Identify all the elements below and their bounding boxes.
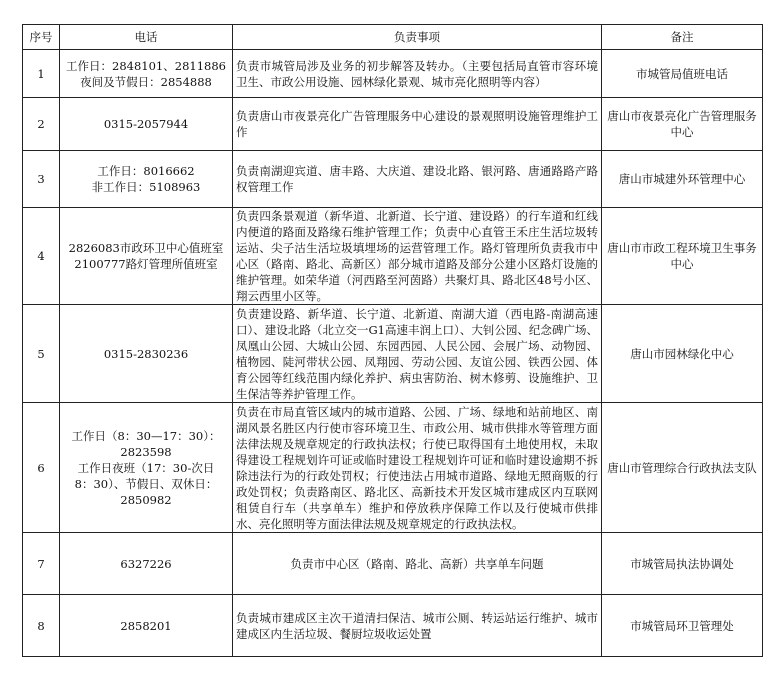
row-number: 7 (23, 533, 60, 595)
phone-line: 2850982 (120, 492, 172, 507)
row-phone (60, 533, 233, 595)
phone-line: 工作日（8：30—17：30）： (71, 428, 221, 443)
phone-line: 非工作日：5108963 (91, 180, 201, 194)
header-remark: 备注 (602, 25, 763, 50)
row-remark: 市城管局值班电话 (602, 50, 763, 98)
row-remark: 市城管局执法协调处 (602, 533, 763, 595)
table-row (23, 533, 763, 595)
row-duty: 负责南湖迎宾道、唐丰路、大庆道、建设北路、银河路、唐通路路产路权管理工作 (233, 151, 602, 208)
row-remark: 市城管局环卫管理处 (602, 595, 763, 657)
header-no: 序号 (23, 25, 60, 50)
contact-table (22, 24, 763, 657)
row-number: 1 (23, 50, 60, 98)
phone-line: 8：30）、节假日、双休日： (74, 476, 218, 491)
row-phone (60, 151, 233, 208)
table-row (23, 595, 763, 657)
row-remark: 唐山市夜景亮化广告管理服务中心 (602, 98, 763, 151)
row-duty: 负责唐山市夜景亮化广告管理服务中心建设的景观照明设施管理维护工作 (233, 98, 602, 151)
header-phone: 电话 (60, 25, 233, 50)
row-number: 5 (23, 305, 60, 403)
table-row (23, 403, 763, 533)
row-remark: 唐山市管理综合行政执法支队 (602, 403, 763, 533)
phone-line: 2858201 (120, 618, 172, 633)
phone-line: 工作日夜班（17：30-次日 (77, 460, 215, 475)
row-remark: 唐山市园林绿化中心 (602, 305, 763, 403)
phone-line: 夜间及节假日：2854888 (80, 74, 212, 89)
phone-line: 2100777路灯管理所值班室 (74, 257, 218, 271)
row-phone (60, 305, 233, 403)
row-number: 3 (23, 151, 60, 208)
header-duty: 负责事项 (233, 25, 602, 50)
row-phone (60, 98, 233, 151)
row-duty: 负责市城管局涉及业务的初步解答及转办。（主要包括局直管市容环境卫生、市政公用设施、园林绿化景观、城市亮化照明等内容） (233, 50, 602, 98)
phone-line: 0315-2830236 (103, 346, 189, 361)
row-number: 8 (23, 595, 60, 657)
row-duty: 负责建设路、新华道、长宁道、北新道、南湖大道（西电路-南湖高速口）、建设北路（北立交一G1高速丰润上口）、大钊公园、纪念碑广场、凤凰山公园、大城山公园、东园西园、人民公园、会展广场、动物园、植物园、陡河带状公园、凤翔园、劳动公园、友谊公园、铁西公园、体育公园等红线范围内绿化养护、病虫害防治、树木修剪、设施维护、卫生保洁等养护管理工作。 (233, 305, 602, 403)
phone-line: 2826083市政环卫中心值班室 (68, 241, 224, 255)
table-row (23, 208, 763, 305)
row-duty: 负责市中心区（路南、路北、高新）共享单车问题 (233, 533, 602, 595)
table-header-row (23, 25, 763, 50)
row-phone (60, 50, 233, 98)
row-duty: 负责四条景观道（新华道、北新道、长宁道、建设路）的行车道和红线内便道的路面及路缘石维护管理工作；负责中心直管王禾庄生活垃圾转运站、尖子沽生活垃圾填埋场的运营管理工作。路灯管理所负责我市中心区（路南、路北、高新区）部分城市道路及部分公建小区路灯设施的维护管理。如荣华道（河西路至河茵路）共聚灯具、路北区48号小区、翔云西里小区等。 (233, 208, 602, 305)
row-number: 6 (23, 403, 60, 533)
row-remark: 唐山市市政工程环境卫生事务中心 (602, 208, 763, 305)
phone-line: 工作日：2848101、2811886 (66, 58, 226, 73)
table-row (23, 305, 763, 403)
row-number: 4 (23, 208, 60, 305)
row-phone (60, 403, 233, 533)
phone-line: 0315-2057944 (103, 117, 189, 131)
row-duty: 负责城市建成区主次干道清扫保洁、城市公厕、转运站运行维护、城市建成区内生活垃圾、餐厨垃圾收运处置 (233, 595, 602, 657)
table-row (23, 98, 763, 151)
phone-line: 工作日：8016662 (97, 164, 195, 178)
row-remark: 唐山市城建外环管理中心 (602, 151, 763, 208)
row-number: 2 (23, 98, 60, 151)
row-phone (60, 208, 233, 305)
row-phone (60, 595, 233, 657)
row-duty: 负责在市局直管区域内的城市道路、公园、广场、绿地和站前地区、南湖风景名胜区内行使市容环境卫生、市政公用、城市供排水等管理方面法律法规及规章规定的行政执法权；行使已取得国有土地使用权，未取得建设工程规划许可证或临时建设工程规划许可证和临时建设逾期不拆除违法行为的行政处罚权；行使违法占用城市道路、绿地无照商贩的行政处罚权；负责路南区、路北区、高新技术开发区城市建成区内互联网租赁自行车（共享单车）维护和停放秩序保障工作以及行使城市供排水、亮化照明等方面法律法规及规章规定的行政执法权。 (233, 403, 602, 533)
phone-line: 2823598 (120, 444, 172, 459)
table-row (23, 50, 763, 98)
phone-line: 6327226 (120, 556, 172, 571)
table-row (23, 151, 763, 208)
